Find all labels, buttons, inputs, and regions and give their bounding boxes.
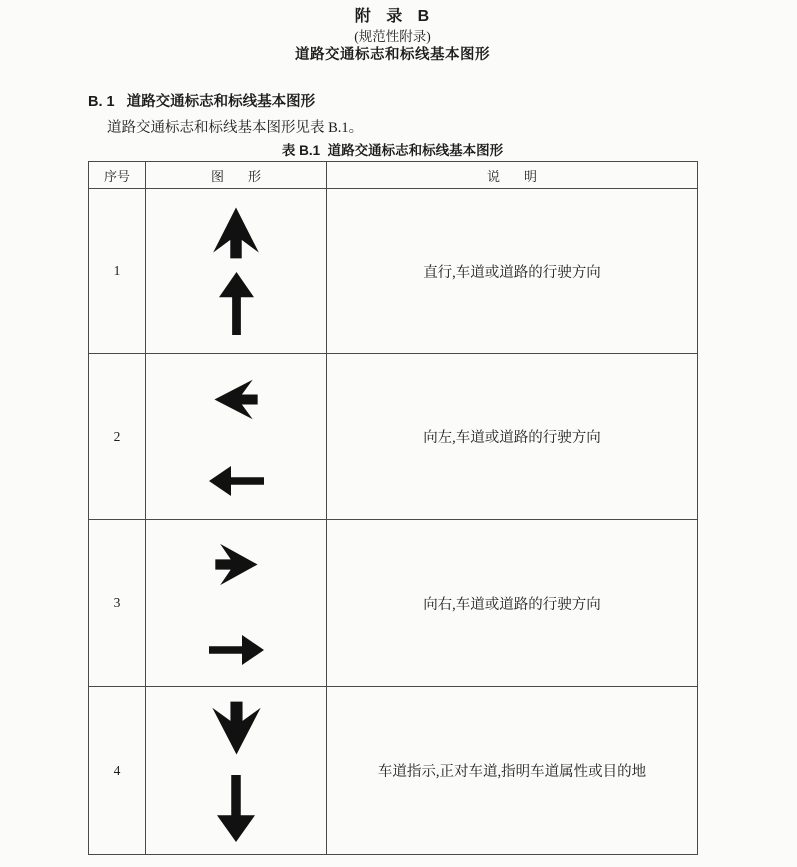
row-number: 4 — [89, 687, 146, 855]
graphic-cell — [146, 520, 327, 687]
description-cell: 直行,车道或道路的行驶方向 — [327, 189, 698, 354]
table-header-row — [89, 162, 698, 189]
bold-up-arrow-icon — [210, 207, 262, 260]
bold-right-arrow-icon — [214, 541, 258, 588]
graphic-cell — [146, 354, 327, 520]
section-heading — [88, 90, 315, 111]
appendix-subtitle: (规范性附录) — [354, 29, 431, 44]
column-header-description: 说 明 — [327, 162, 698, 189]
table-row — [89, 189, 698, 354]
description-cell: 车道指示,正对车道,指明车道属性或目的地 — [327, 687, 698, 855]
row-number: 3 — [89, 520, 146, 687]
table-row — [89, 354, 698, 520]
arrow-stack — [146, 207, 326, 335]
bold-left-arrow-icon — [214, 377, 259, 422]
table-caption: 表 B.1 道路交通标志和标线基本图形 — [281, 143, 504, 158]
thin-down-arrow-icon — [217, 775, 255, 842]
arrow-stack — [146, 541, 326, 665]
thin-right-arrow-icon — [209, 635, 264, 665]
row-number: 1 — [89, 189, 146, 354]
bold-down-arrow-icon — [209, 700, 264, 755]
appendix-heading: 道路交通标志和标线基本图形 — [295, 47, 490, 63]
thin-left-arrow-icon — [209, 466, 264, 496]
appendix-title: 附 录 B — [354, 8, 431, 25]
graphic-cell — [146, 189, 327, 354]
traffic-sign-table — [88, 161, 698, 855]
arrow-stack — [146, 377, 326, 496]
section-number: B. 1 — [88, 94, 115, 110]
table-row — [89, 687, 698, 855]
column-header-graphic: 图 形 — [146, 162, 327, 189]
intro-paragraph: 道路交通标志和标线基本图形见表 B.1。 — [107, 120, 364, 136]
section-title: 道路交通标志和标线基本图形 — [126, 94, 316, 110]
column-header-number: 序号 — [89, 162, 146, 189]
thin-up-arrow-icon — [219, 272, 254, 335]
row-number: 2 — [89, 354, 146, 520]
arrow-stack — [146, 700, 326, 842]
document-page — [88, 0, 697, 867]
table-row — [89, 520, 698, 687]
description-cell: 向右,车道或道路的行驶方向 — [327, 520, 698, 687]
description-cell: 向左,车道或道路的行驶方向 — [327, 354, 698, 520]
graphic-cell — [146, 687, 327, 855]
